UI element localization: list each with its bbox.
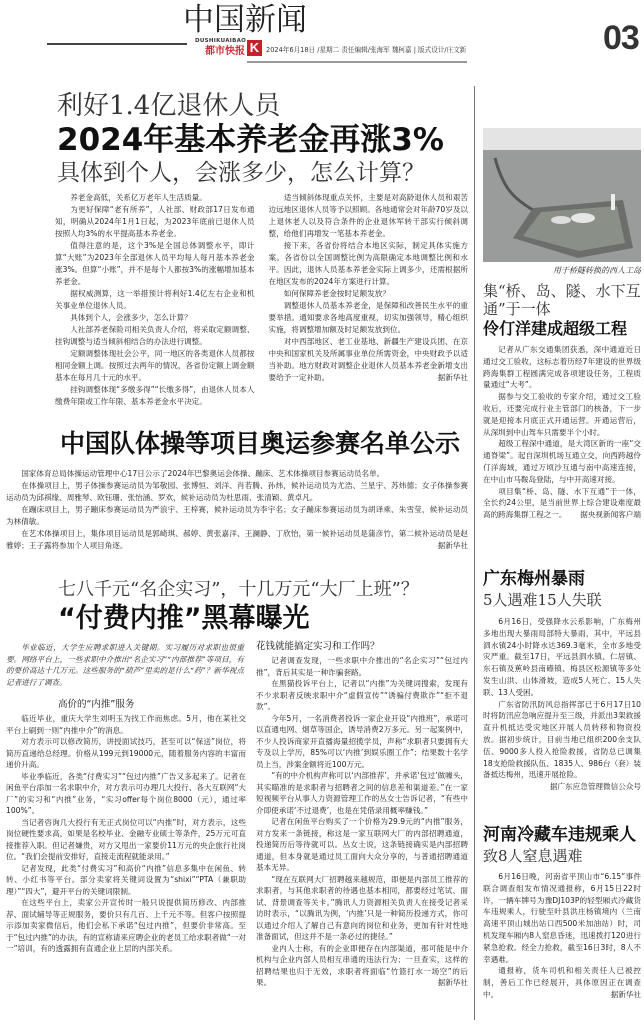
paragraph-text: 值得注意的是，这个3%是全国总体调整水平，即计算“大账”为2023年全部退休人员平均每人每月基本养老金涨3%。但算“小账”，并不是每个人都按3%的涨幅增加基本养老金。: [55, 241, 255, 286]
column-divider: [474, 86, 475, 1020]
logo-chinese: 都市快报: [205, 46, 245, 57]
paragraph: [256, 770, 468, 816]
paragraph-text: 如何保障养老金按时足额发放？: [283, 289, 390, 298]
paragraph-text: 人社部养老保险司相关负责人介绍，将采取定额调整、挂钩调整与适当倾斜相结合的办法进行调整。: [55, 325, 255, 346]
source-credit: 据新华社: [437, 541, 468, 550]
paragraph: [269, 288, 469, 300]
paragraph-text: 毕业季临近，各类“付费实习”“包过内推”广告又多起来了。记者在闲鱼平台添加一名求职中介，对方表示可办理几大投行、各大互联网“大厂”的实习和“内推”业务，“实习offer每个岗位8000（元），通过率100%”。: [6, 771, 246, 815]
paragraph-text: 在这些平台上，卖家公开宣传时一般只说提供简历修改、内部推荐、面试辅导等正规服务，要价只有几百、上千元不等。但客户按照提示添加卖家微信后，他们会私下承诺“包过内推”，但要价非常高。至于“包过内推”的办法，有的宣称请来应聘企业的老员工给求职者做“一对一”培训，有的透露拥有直通企业上层的内部关系。: [6, 898, 246, 953]
meizhou-body: [483, 616, 641, 793]
paragraph-text: 业内人士称，有的企业即便存在内部渠道，那可能是中介机构与企业内部人员相互串通的违法行为；一旦查实，这样的招聘结果也归于无效，求职者将面临“竹篮打水一场空”的后果。: [256, 943, 468, 987]
paragraph-text: 在体操项目上，男子体操参赛运动员为邹敬园、张博恒、刘洋、肖若腾、孙炜，候补运动员为尤浩、兰星宇、苏炜德；女子体操参赛运动员为邱祺缘、周雅琴、欧钰珊、张怡涵、罗欢，候补运动员为杜思雨、张清颖、黄卓凡。: [6, 481, 468, 502]
paragraph: [55, 384, 255, 408]
paragraph: [483, 871, 641, 965]
paragraph: [55, 288, 255, 312]
bridge-island-image: [483, 128, 641, 262]
section-title: 中国新闻: [183, 2, 307, 38]
paragraph: [269, 192, 469, 240]
meizhou-subheadline: 5人遇难15人失联: [483, 591, 602, 609]
internship-section-2: [256, 640, 468, 989]
logo-english: DUSHIKUAIBAO: [195, 38, 247, 44]
photo-caption: 用于桥隧转换的西人工岛: [553, 266, 641, 275]
paragraph: [256, 713, 468, 771]
paragraph: [256, 678, 468, 713]
paragraph: [55, 324, 255, 348]
paragraph-text: 记者在闲鱼平台购买了一个价格为29.9元的“内推”服务，对方发来一条链接，称这是一家互联网大厂的内部招聘通道，投递简历后等待就可以。丛女士说，这条链接确实是内部招聘通道，但本身就是通过员工面向大众分享的，与普通招聘通道基本无异。: [256, 817, 468, 872]
paragraph-text: 临近毕业，重庆大学生刘明玉为找工作而焦虑。5月，他在某社交平台上刷到一则“内推中介”的消息。: [6, 714, 246, 735]
paragraph-text: 为更好保障“老有所养”，人社部、财政部17日发布通知，明确从2024年1月1日起，为2023年底前已退休人员按照人均3%的水平提高基本养老金。: [55, 205, 255, 238]
paragraph: [483, 391, 641, 438]
paragraph-text: 挂钩调整体现“多缴多得”“长缴多得”，由退休人员本人缴费年限或工作年限、基本养老金水平决定。: [55, 385, 255, 406]
paragraph-text: 项目集“桥、岛、隧、水下互通”于一体，全长约24公里，是当前世界上综合建设难度最高的跨海集群工程之一。: [483, 486, 641, 520]
paragraph-text: 定额调整体现社会公平，同一地区的各类退休人员都按相同金额上调。按照过去两年的情况，各省份定额上调金额基本在每月几十元的水平。: [55, 349, 255, 382]
paragraph-text: 通报称，货车司机和相关责任人已被控制，善后工作已经展开，具体原因正在调查中。: [483, 966, 641, 999]
internship-intro: [6, 642, 244, 688]
paragraph-text: 记者从广东交通集团获悉，深中通道近日通过交工验收，这标志着历经7年建设的世界级跨海集群工程圆满完成各项建设任务，工程质量通过“大考”。: [483, 345, 641, 390]
intro-paragraph: 毕业临近，大学生应聘求职进入关键期。实习履历对求职也很重要。网络平台上，一些求职中介推出“名企实习”“内部推荐”等项目，有的要价高达十几万元。这些服务的“葫芦”里卖的是什么“药”？新华视点记者进行了调查。: [6, 643, 244, 687]
paragraph-text: 国家体育总局体操运动管理中心17日公示了2024年巴黎奥运会体操、蹦床、艺术体操项目参赛运动员名单。: [21, 469, 385, 478]
source-credit: 据央视新闻客户端: [580, 510, 641, 520]
paragraph-text: 记者调查发现，一些求职中介推出的“名企实习”“包过内推”，背后其实是一种诈骗套路。: [256, 656, 468, 677]
paragraph: [483, 438, 641, 485]
paragraph: [6, 771, 246, 817]
paragraph: [55, 312, 255, 324]
paragraph: [269, 336, 469, 384]
paragraph: [256, 943, 468, 989]
paragraph-text: 6月16日，受强降水云系影响，广东梅州多地出现大暴雨局部特大暴雨，其中，平远县泗水镇24小时降水达369.3毫米，全市多地受灾严重。截至17日，平远县泗水镇、仁居镇、东石镇及蕉岭县南礤镇、梅县区松源镇等多处发生山洪、山体滑坡，造成5人死亡、15人失联、13人受困。: [483, 617, 641, 697]
section-1-paragraphs: [6, 713, 246, 955]
pension-subheadline: 具体到个人，会涨多少，怎么计算？: [57, 160, 425, 186]
paragraph: [6, 504, 468, 528]
internship-kicker: 七八千元“名企实习”，十几万元“大厂上班”？: [58, 579, 419, 600]
logo-k-icon: K: [247, 40, 262, 56]
paragraph: [55, 348, 255, 384]
paragraph-text: 具体到个人，会涨多少，怎么计算？: [70, 313, 192, 322]
paragraph-text: “有的中介机构声称可以‘内部推荐’，并承诺‘包过’做噱头，其实瞄准的是求职者与招聘者之间的信息差和渠道差。”在一家短视频平台从事人力资源管理工作的丛女士告诉记者，“有些中介即使承诺‘不过退费’，也是在凭借录用概率赚钱。”: [256, 771, 468, 815]
section-2-paragraphs: [256, 655, 468, 989]
paragraph: [6, 468, 468, 480]
bridge-headline: 伶仃洋建成超级工程: [483, 319, 628, 338]
dateline: 2024年6月18日 /星期二 责任编辑/张海军 魏柯嘉 | 版式设计/庄文新: [266, 46, 467, 54]
source-credit: 据新华社: [437, 978, 468, 987]
paragraph-text: 超级工程深中通道，是大湾区新的一座“交通脊梁”。起自深圳机场互通立交，向西跨越伶仃洋海域，通过万顷沙互通与南中高速连接，在中山市马鞍岛登陆，与中开高速对接。: [483, 439, 641, 484]
dateline-rule: [247, 61, 467, 63]
henan-headline: 河南冷藏车违规乘人: [483, 825, 636, 845]
paragraph: [269, 240, 469, 288]
paragraph: [6, 817, 246, 863]
source-credit: 据新华社: [610, 989, 641, 999]
internship-section-1: [6, 698, 246, 955]
paragraph: [55, 204, 255, 240]
paragraph-text: 当记者咨询几大投行有无正式岗位可以“内推”时，对方表示，这些岗位硬性要求高，如果是名校毕业、金融专业硕士等条件，25万元可直接推荐入职。但记者嫌贵，对方又甩出一家要价11万元的央企旅行社岗位。“我们会提前安排好，直接走流程就能录用。”: [6, 817, 246, 861]
paragraph-text: 据权威测算，这一举措预计将利好1.4亿左右企业和机关事业单位退休人员。: [55, 289, 255, 310]
bridge-kicker: 集“桥、岛、隧、水下互通”于一体: [483, 282, 641, 318]
paragraph-text: 在蹦床项目上，男子蹦床参赛运动员为严浪宇、王梓赛，候补运动员为李宇名；女子蹦床参赛运动员为胡译乘、朱雪莹，候补运动员为林倩敏。: [6, 505, 468, 526]
paragraph-text: 养老金高低，关系亿万老年人生活质量。: [70, 193, 207, 202]
paragraph-text: 今年5月，一名消费者投诉一家企业开设“内推班”，承诺可以直通电网、烟草等国企，诱导消费2万多元。另一起案例中，不少人投诉商家开直播海量招揽学员，声称“求职者只要拥有大专及以上学历，85%可以‘内推’到娱乐圈工作”；结果数十名学员上当，涉案金额将近100万元。: [256, 713, 468, 769]
source-credit: 据广东应急管理微信公众号: [549, 782, 641, 792]
internship-subhead-1: 高价的“内推”服务: [58, 699, 135, 710]
paragraph-text: 广东省防汛防风总指挥部已于6月17日10时将防汛应急响应提升至三级，并派出3架救援直升机抵达受灾地区开展人员转移和物资投放。据初步统计，目前当地已组织200余支队伍、9000多人投入抢险救援，省防总已调集18支抢险救援队伍、1835人、986台（套）装备抵达梅州，迅速开展抢险。: [483, 699, 641, 780]
meizhou-headline: 广东梅州暴雨: [483, 569, 585, 589]
paragraph-text: “现在互联网大厂招聘越来越规范，即便是内部员工推荐的求职者，与其他求职者的待遇也基本相同，都要经过笔试、面试、背景调查等关卡。”腾讯人力资源相关负责人在接受记者采访时表示，“以腾讯为例，‘内推’只是一种简历投递方式，你可以通过介绍人了解自己有意向的岗位和业务，更加有针对性地准备面试，但这并不是一条必过的捷径。”: [256, 874, 468, 941]
paragraph: [6, 897, 246, 955]
paragraph-text: 调整退休人员基本养老金，是保障和改善民生水平的重要举措。通知要求各地高度重视，切实加强领导，精心组织实施，将调整增加额及时足额发放到位。: [268, 301, 468, 334]
paragraph: [256, 816, 468, 874]
bridge-island-photo: [483, 128, 641, 262]
source-credit: 据新华社: [437, 373, 468, 382]
paragraph: [6, 736, 246, 771]
paragraph-text: 对中西部地区、老工业基地、新疆生产建设兵团、在京中央和国家机关及所属事业单位所需资金，中央财政予以适当补助。地方财政对调整企业退休人员基本养老金新增支出要给予一定补助。: [268, 337, 468, 382]
paragraph: [256, 655, 468, 678]
internship-headline: “付费内推”黑幕曝光: [58, 603, 310, 634]
paragraph: [483, 344, 641, 391]
paragraph-text: 据参与交工验收的专家介绍，通过交工验收后，还要完成行业主管部门的核备，下一步就是迎接本月底正式开通运营。开通运营后，从深圳到中山驾车只需要半个小时。: [483, 392, 641, 437]
header-rule: [47, 43, 187, 45]
pension-headline: 2024年基本养老金再涨3%: [57, 122, 444, 158]
paragraph: [483, 699, 641, 792]
paragraph: [256, 874, 468, 943]
internship-subhead-2: 花钱就能搞定实习和工作吗？: [256, 641, 380, 652]
paragraph: [269, 300, 469, 336]
paragraph: [483, 965, 641, 1000]
paragraph-text: 适当倾斜体现重点关怀，主要是对高龄退休人员和艰苦边远地区退休人员等予以照顾。各地通常会对年龄70岁及以上退休老人以及符合条件的企业退休军转干部实行倾斜调整，给他们再增发一笔基本养老金。: [268, 193, 469, 238]
page-number: 03: [603, 19, 639, 57]
paragraph: [483, 616, 641, 699]
paragraph: [6, 480, 468, 504]
paragraph: [6, 863, 246, 898]
pension-body: [55, 192, 468, 408]
paragraph-text: 在艺术体操项目上，集体项目运动员是郭崎琪、郝婷、黄张嘉洋、王澜静、丁欣怡，第一候补运动员是蒲彦竹，第二候补运动员是赵雅婷；王子露将参加个人项目角逐。: [6, 529, 468, 550]
paragraph-text: 对方表示可以修改简历，讲授面试技巧，甚至可以“保送”岗位，将简历直递给总经理。价格从199元到19000元，随着服务内容的丰富而递价升高。: [6, 737, 246, 769]
paragraph-text: 6月16日晚，河南省平顶山市“6.15”事件联合调查组发布情况通报称，6月15日22时许，一辆车牌号为豫DJ103P的轻型厢式冷藏货车违规乘人，行驶至叶县洪庄杨镇境内（兰南高速平顶山城出站口西500米加油站）时，司机发现车厢内8人窒息昏迷，迅速拨打120进行紧急抢救。经全力抢救，截至16日3时，8人不幸遇难。: [483, 872, 641, 964]
henan-body: [483, 871, 641, 1001]
paragraph: [55, 240, 255, 288]
gymnastics-headline: 中国队体操等项目奥运参赛名单公示: [60, 429, 461, 458]
paragraph-text: 接下来，各省份将结合本地区实际，制定具体实施方案。各省份以全国调整比例为高限确定本地调整比例和水平。因此，退休人员基本养老金实际上调多少，还需根据所在地区发布的2024年方案进行计算。: [268, 241, 468, 286]
paragraph-text: 记者发现，此类“付费实习”和高价“内推”信息多集中在闲鱼、转转、小红书等平台。部分卖家将关键词设置为“shixi”“PTA（兼职助理）”“四大”，避开平台的关键词限制。: [6, 863, 246, 896]
paragraph: [6, 528, 468, 552]
paragraph: [6, 713, 246, 736]
bridge-body: [483, 344, 641, 521]
paragraph: [483, 486, 641, 521]
pension-kicker: 利好1.4亿退休人员: [57, 91, 281, 121]
henan-subheadline: 致8人窒息遇难: [483, 847, 583, 865]
paragraph: [55, 192, 255, 204]
paragraph-text: 在黑猫投诉平台上，记者以“内推”为关键词搜索，发现有不少求职者反映求职中介“虚假宣传”“诱骗付费欺诈”“拒不退款”。: [256, 679, 468, 711]
gymnastics-body: [6, 468, 468, 552]
